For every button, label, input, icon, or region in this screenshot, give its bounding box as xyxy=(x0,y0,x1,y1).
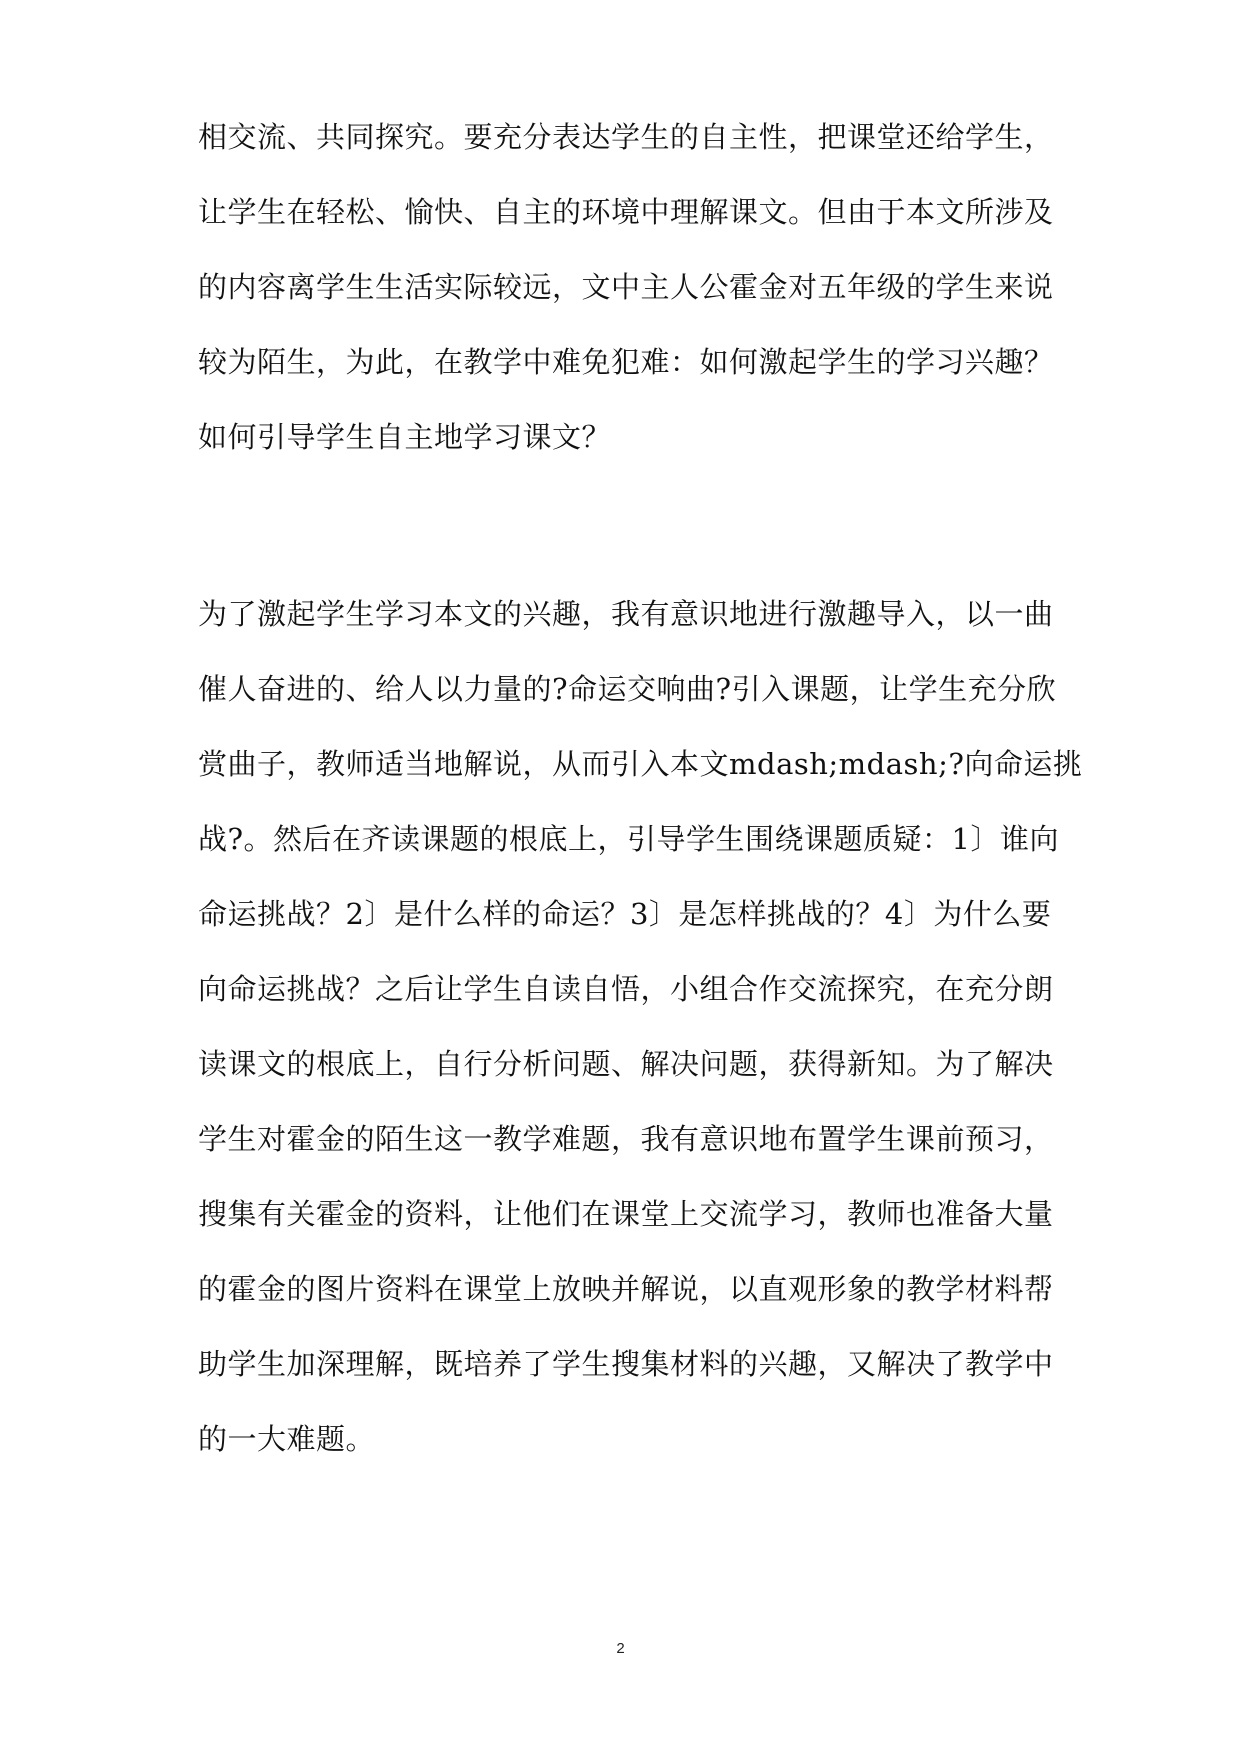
text-line: 命运挑战？2〕是什么样的命运？3〕是怎样挑战的？4〕为什么要 xyxy=(198,897,1052,931)
text-line: 助学生加深理解，既培养了学生搜集材料的兴趣，又解决了教学中 xyxy=(198,1347,1054,1381)
text-line: 的内容离学生生活实际较远，文中主人公霍金对五年级的学生来说 xyxy=(198,270,1054,304)
text-line: 如何引导学生自主地学习课文？ xyxy=(198,420,612,454)
text-line: 为了激起学生学习本文的兴趣，我有意识地进行激趣导入，以一曲 xyxy=(198,597,1054,631)
text-line: 相交流、共同探究。要充分表达学生的自主性，把课堂还给学生， xyxy=(198,120,1054,154)
text-line: 向命运挑战？之后让学生自读自悟，小组合作交流探究，在充分朗 xyxy=(198,972,1054,1006)
text-line: 读课文的根底上，自行分析问题、解决问题，获得新知。为了解决 xyxy=(198,1047,1054,1081)
text-line: 战?。然后在齐读课题的根底上，引导学生围绕课题质疑：1〕谁向 xyxy=(198,822,1059,856)
text-line: 让学生在轻松、愉快、自主的环境中理解课文。但由于本文所涉及 xyxy=(198,195,1054,229)
text-line: 较为陌生，为此，在教学中难免犯难：如何激起学生的学习兴趣？ xyxy=(198,345,1054,379)
text-line: 催人奋进的、给人以力量的?命运交响曲?引入课题，让学生充分欣 xyxy=(198,672,1057,706)
text-line: 学生对霍金的陌生这一教学难题，我有意识地布置学生课前预习， xyxy=(198,1122,1054,1156)
text-line: 赏曲子，教师适当地解说，从而引入本文mdash;mdash;?向命运挑 xyxy=(198,747,1083,781)
text-line: 的霍金的图片资料在课堂上放映并解说，以直观形象的教学材料帮 xyxy=(198,1272,1054,1306)
text-line: 搜集有关霍金的资料，让他们在课堂上交流学习，教师也准备大量 xyxy=(198,1197,1054,1231)
text-line: 的一大难题。 xyxy=(198,1422,376,1456)
page-number: 2 xyxy=(616,1640,625,1657)
